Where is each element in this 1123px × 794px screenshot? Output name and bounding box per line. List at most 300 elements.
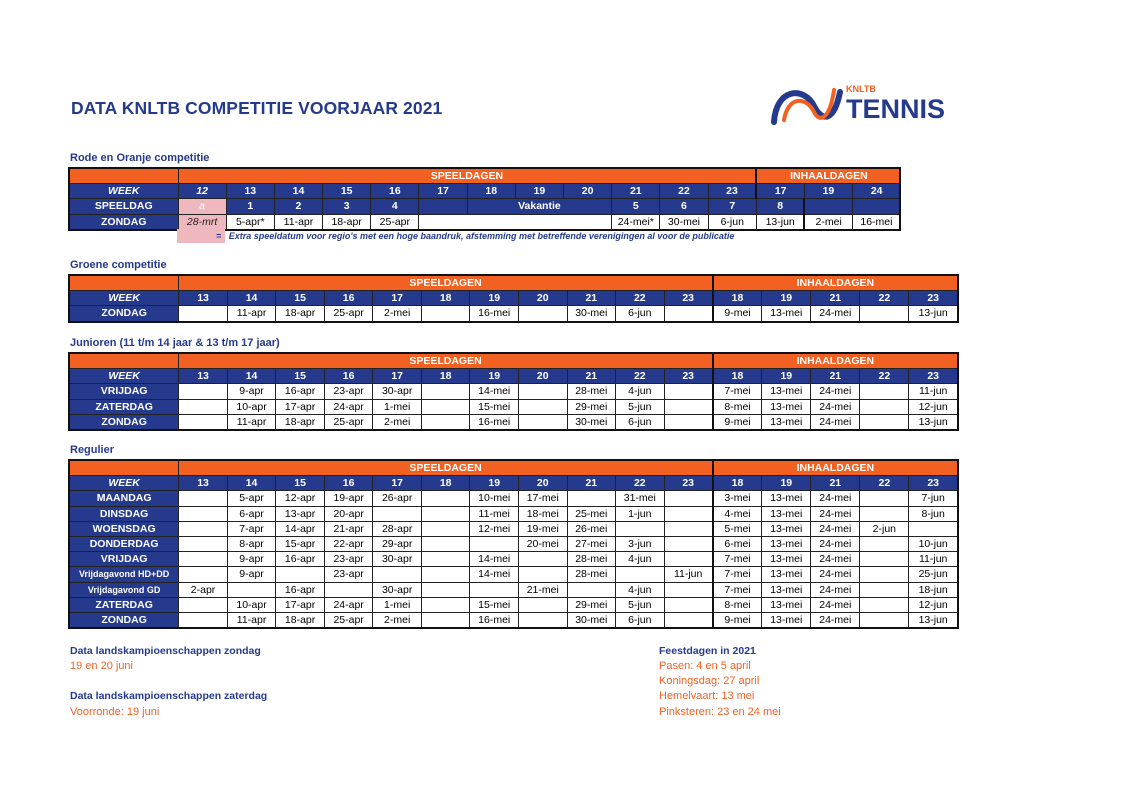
table-cell <box>419 199 467 214</box>
week-cell: 22 <box>616 369 665 384</box>
inhaaldagen-header: INHAALDAGEN <box>756 168 900 184</box>
table-cell: 13-mei <box>762 582 811 597</box>
table-cell: 2-mei <box>373 306 422 322</box>
week-cell: 23 <box>909 291 958 306</box>
table-cell <box>664 552 713 567</box>
table-cell <box>518 414 567 430</box>
table-cell: 6-jun <box>616 414 665 430</box>
table-cell <box>518 597 567 612</box>
landskampioenschappen-zaterdag-text: Voorronde: 19 juni <box>70 706 160 718</box>
week-cell: 18 <box>421 291 470 306</box>
table-cell: 23-apr <box>324 552 373 567</box>
table-cell <box>860 536 909 551</box>
table-cell <box>664 612 713 628</box>
table-cell <box>179 536 228 551</box>
table-cell: 13-jun <box>909 612 958 628</box>
table-row <box>69 214 900 230</box>
week-cell: 21 <box>567 476 616 491</box>
table-cell <box>664 384 713 399</box>
table-cell: 6-jun <box>616 612 665 628</box>
table-cell: 16-apr <box>276 552 325 567</box>
table-cell: 18-apr <box>276 612 325 628</box>
table-cell: 13-apr <box>276 506 325 521</box>
table-cell: 14-mei <box>470 552 519 567</box>
week-cell: 18 <box>713 291 762 306</box>
table-cell: 18-apr <box>276 414 325 430</box>
table-row <box>69 612 958 628</box>
week-cell: 22 <box>860 291 909 306</box>
table-row <box>69 399 958 414</box>
table-cell: 6-jun <box>616 306 665 322</box>
table-cell <box>567 582 616 597</box>
table-cell: 10-mei <box>470 491 519 506</box>
table-cell: 10-apr <box>227 399 276 414</box>
table-cell: 5-apr* <box>226 214 274 230</box>
table-cell: 4-mei <box>713 506 762 521</box>
table-cell: 25-apr <box>324 414 373 430</box>
table-cell: 9-mei <box>713 612 762 628</box>
table-cell: 7-mei <box>713 582 762 597</box>
table-cell <box>664 506 713 521</box>
table-cell: 6-mei <box>713 536 762 551</box>
logo-knltb: KNLTB <box>846 84 876 94</box>
table-cell <box>860 306 909 322</box>
table-cell <box>664 491 713 506</box>
week-cell: 23 <box>909 369 958 384</box>
week-cell: 22 <box>616 476 665 491</box>
table-cell: 3-mei <box>713 491 762 506</box>
table-cell: 30-apr <box>373 552 422 567</box>
table-cell: 12-jun <box>909 399 958 414</box>
table-cell: 24-mei* <box>612 214 660 230</box>
row-label: Vrijdagavond HD+DD <box>69 567 179 582</box>
table-cell: 6 <box>660 199 708 214</box>
table-cell: 14-apr <box>276 521 325 536</box>
section-title-groene: Groene competitie <box>70 259 167 271</box>
table-cell: 21-apr <box>324 521 373 536</box>
table-cell <box>518 552 567 567</box>
row-label: VRIJDAG <box>69 384 179 399</box>
table-cell <box>518 399 567 414</box>
table-cell: 13-jun <box>909 306 958 322</box>
week-cell: 19 <box>762 476 811 491</box>
table-cell: 25-apr <box>371 214 419 230</box>
week-cell: 20 <box>518 291 567 306</box>
week-cell: 21 <box>811 291 860 306</box>
week-cell: 13 <box>179 291 228 306</box>
week-cell: 19 <box>762 369 811 384</box>
table-cell: 10-apr <box>227 597 276 612</box>
table-cell <box>421 567 470 582</box>
week-cell: 21 <box>567 369 616 384</box>
week-cell: 20 <box>518 476 567 491</box>
table-cell: 13-mei <box>762 384 811 399</box>
table-cell: 18-apr <box>276 306 325 322</box>
table-cell <box>567 491 616 506</box>
week-cell: 19 <box>470 476 519 491</box>
table-cell <box>179 521 228 536</box>
feestdagen-title: Feestdagen in 2021 <box>659 645 756 657</box>
table-cell: 24-mei <box>811 582 860 597</box>
table-cell <box>664 521 713 536</box>
table-cell <box>179 567 228 582</box>
week-cell: 14 <box>274 184 322 199</box>
week-cell: 17 <box>373 369 422 384</box>
row-label: DINSDAG <box>69 506 179 521</box>
landskampioenschappen-zaterdag-title: Data landskampioenschappen zaterdag <box>70 690 268 702</box>
rode-oranje-table <box>68 167 901 231</box>
section-title-junioren: Junioren (11 t/m 14 jaar & 13 t/m 17 jaar) <box>70 337 280 349</box>
table-cell: 16-mei <box>470 414 519 430</box>
table-cell <box>179 552 228 567</box>
table-cell: 13-mei <box>762 306 811 322</box>
speeldagen-header-empty <box>69 353 179 369</box>
inhaaldagen-header: INHAALDAGEN <box>713 460 958 476</box>
table-cell <box>179 399 228 414</box>
table-row <box>69 384 958 399</box>
table-cell: 8-mei <box>713 399 762 414</box>
table-cell: 6-apr <box>227 506 276 521</box>
table-cell <box>804 199 852 214</box>
week-cell: 13 <box>226 184 274 199</box>
table-cell: 2-jun <box>860 521 909 536</box>
row-label: ZATERDAG <box>69 597 179 612</box>
table-cell: 13-jun <box>756 214 804 230</box>
landskampioenschappen-zondag-title: Data landskampioenschappen zondag <box>70 645 261 657</box>
table-cell: 9-apr <box>227 552 276 567</box>
table-cell <box>421 491 470 506</box>
table-cell: 26-apr <box>373 491 422 506</box>
table-cell <box>664 536 713 551</box>
table-cell <box>227 582 276 597</box>
table-cell <box>179 597 228 612</box>
week-cell: 23 <box>664 476 713 491</box>
week-cell: 21 <box>811 369 860 384</box>
row-label: MAANDAG <box>69 491 179 506</box>
week-row <box>69 291 958 306</box>
table-cell: 3 <box>323 199 371 214</box>
logo-tennis: TENNIS <box>846 94 946 124</box>
page-title: DATA KNLTB COMPETITIE VOORJAAR 2021 <box>71 98 443 118</box>
week-cell: 15 <box>276 476 325 491</box>
table-cell <box>421 536 470 551</box>
table-cell: 11-apr <box>227 612 276 628</box>
table-cell: 10-jun <box>909 536 958 551</box>
table-cell: 13-mei <box>762 536 811 551</box>
table-cell: 13-mei <box>762 567 811 582</box>
table-cell: 5 <box>612 199 660 214</box>
week-cell: 22 <box>860 369 909 384</box>
week-cell: 20 <box>564 184 612 199</box>
table-cell <box>909 521 958 536</box>
table-cell: 31-mei <box>616 491 665 506</box>
table-row <box>69 521 958 536</box>
table-cell: 2-apr <box>179 582 228 597</box>
table-cell: 13-mei <box>762 521 811 536</box>
table-cell: 5-jun <box>616 597 665 612</box>
table-cell: 7-mei <box>713 384 762 399</box>
table-row <box>69 199 900 214</box>
table-cell <box>518 567 567 582</box>
table-cell: 16-apr <box>276 384 325 399</box>
table-cell <box>324 582 373 597</box>
week-label: WEEK <box>69 184 178 199</box>
speeldagen-header: SPEELDAGEN <box>179 460 713 476</box>
table-cell <box>616 567 665 582</box>
week-cell: 16 <box>371 184 419 199</box>
table-cell: 30-apr <box>373 582 422 597</box>
speeldagen-header: SPEELDAGEN <box>178 168 756 184</box>
table-cell: 2-mei <box>373 612 422 628</box>
table-row <box>69 536 958 551</box>
table-cell: 24-apr <box>324 597 373 612</box>
table-row <box>69 597 958 612</box>
week-cell: 18 <box>713 369 762 384</box>
table-cell: 24-mei <box>811 612 860 628</box>
table-cell: 25-jun <box>909 567 958 582</box>
table-cell: 28-mei <box>567 384 616 399</box>
table-cell: 28-mei <box>567 567 616 582</box>
table-cell: 4-jun <box>616 552 665 567</box>
vakantie-cell: Vakantie <box>467 199 612 214</box>
table-cell <box>470 536 519 551</box>
table-cell: 29-mei <box>567 399 616 414</box>
week-row <box>69 369 958 384</box>
speeldagen-header-empty <box>69 460 179 476</box>
table-cell <box>421 399 470 414</box>
table-row <box>69 306 958 322</box>
table-cell <box>179 491 228 506</box>
table-row <box>69 491 958 506</box>
week-cell: 24 <box>852 184 900 199</box>
table-cell: 20-mei <box>518 536 567 551</box>
table-cell: 11-jun <box>909 384 958 399</box>
table-cell: 17-apr <box>276 399 325 414</box>
week-cell: 19 <box>515 184 563 199</box>
week-row <box>69 476 958 491</box>
table-cell: 9-apr <box>227 567 276 582</box>
groene-table <box>68 274 959 323</box>
week-cell: 19 <box>470 369 519 384</box>
table-cell: 12-jun <box>909 597 958 612</box>
table-row <box>69 506 958 521</box>
week-cell: 12 <box>178 184 226 199</box>
table-cell <box>664 399 713 414</box>
table-cell: 30-mei <box>567 414 616 430</box>
week-cell: 15 <box>276 291 325 306</box>
week-cell: 14 <box>227 291 276 306</box>
table-cell: 29-apr <box>373 536 422 551</box>
table-cell <box>373 567 422 582</box>
table-cell: 23-apr <box>324 567 373 582</box>
week-cell: 13 <box>179 369 228 384</box>
table-cell: 25-apr <box>324 612 373 628</box>
table-cell: 11-apr <box>227 414 276 430</box>
week-cell: 13 <box>179 476 228 491</box>
table-cell <box>421 306 470 322</box>
table-cell <box>419 214 612 230</box>
week-label: WEEK <box>69 291 179 306</box>
inhaaldagen-header: INHAALDAGEN <box>713 353 958 369</box>
week-cell: 16 <box>324 476 373 491</box>
week-cell: 18 <box>467 184 515 199</box>
table-cell <box>179 384 228 399</box>
table-cell: 13-jun <box>909 414 958 430</box>
table-cell: 20-apr <box>324 506 373 521</box>
table-cell <box>860 506 909 521</box>
table-cell: 2 <box>274 199 322 214</box>
table-cell: 19-apr <box>324 491 373 506</box>
week-cell: 21 <box>811 476 860 491</box>
table-cell: 18-mei <box>518 506 567 521</box>
table-cell: 26-mei <box>567 521 616 536</box>
table-cell <box>860 414 909 430</box>
table-cell <box>179 612 228 628</box>
table-cell: 4-jun <box>616 384 665 399</box>
week-cell: 17 <box>373 291 422 306</box>
table-cell: 7-mei <box>713 567 762 582</box>
table-cell: 4 <box>371 199 419 214</box>
table-cell <box>860 567 909 582</box>
legend-symbol: = <box>216 231 222 241</box>
table-cell: 7 <box>708 199 756 214</box>
table-cell <box>860 612 909 628</box>
row-label: WOENSDAG <box>69 521 179 536</box>
row-label: Vrijdagavond GD <box>69 582 179 597</box>
week-label: WEEK <box>69 476 179 491</box>
table-cell <box>616 521 665 536</box>
table-cell: 2-mei <box>373 414 422 430</box>
week-cell: 23 <box>909 476 958 491</box>
week-cell: 15 <box>276 369 325 384</box>
table-cell: 8-apr <box>227 536 276 551</box>
table-cell: 24-apr <box>324 399 373 414</box>
table-cell: 16-apr <box>276 582 325 597</box>
table-cell <box>860 399 909 414</box>
regulier-table <box>68 459 959 629</box>
table-cell: 24-mei <box>811 567 860 582</box>
table-cell: 4-jun <box>616 582 665 597</box>
feestdag-item: Hemelvaart: 13 mei <box>659 690 755 702</box>
table-cell: 18-jun <box>909 582 958 597</box>
week-cell: 16 <box>324 291 373 306</box>
table-cell: 11-apr <box>274 214 322 230</box>
table-cell: 5-jun <box>616 399 665 414</box>
table-cell: 22-apr <box>324 536 373 551</box>
row-label: VRIJDAG <box>69 552 179 567</box>
table-cell: 9-mei <box>713 306 762 322</box>
row-label: ZONDAG <box>69 612 179 628</box>
table-cell: 12-apr <box>276 491 325 506</box>
week-cell: 19 <box>762 291 811 306</box>
table-cell <box>421 552 470 567</box>
table-cell: 5-mei <box>713 521 762 536</box>
table-cell <box>421 414 470 430</box>
table-cell: 19-mei <box>518 521 567 536</box>
table-cell <box>860 491 909 506</box>
table-cell: a <box>178 199 226 214</box>
table-cell <box>860 597 909 612</box>
table-cell <box>860 384 909 399</box>
table-cell: 7-mei <box>713 552 762 567</box>
legend-text <box>216 231 734 241</box>
table-cell: 15-mei <box>470 597 519 612</box>
table-cell: 28-mei <box>567 552 616 567</box>
week-cell: 15 <box>323 184 371 199</box>
speeldagen-header-empty <box>69 168 178 184</box>
table-cell: 1 <box>226 199 274 214</box>
speeldagen-header: SPEELDAGEN <box>179 353 713 369</box>
table-row <box>69 552 958 567</box>
row-label: DONDERDAG <box>69 536 179 551</box>
week-cell: 14 <box>227 476 276 491</box>
week-label: WEEK <box>69 369 179 384</box>
table-cell: 24-mei <box>811 552 860 567</box>
week-cell: 17 <box>756 184 804 199</box>
table-cell: 24-mei <box>811 597 860 612</box>
table-cell: 25-apr <box>324 306 373 322</box>
table-cell: 15-apr <box>276 536 325 551</box>
row-label: ZONDAG <box>69 306 179 322</box>
table-cell: 17-mei <box>518 491 567 506</box>
table-cell: 24-mei <box>811 506 860 521</box>
table-cell: 3-jun <box>616 536 665 551</box>
table-cell <box>852 199 900 214</box>
table-cell: 8-mei <box>713 597 762 612</box>
table-cell: 1-mei <box>373 399 422 414</box>
table-cell: 24-mei <box>811 399 860 414</box>
table-cell <box>276 567 325 582</box>
table-cell: 13-mei <box>762 491 811 506</box>
table-cell: 30-apr <box>373 384 422 399</box>
table-cell: 16-mei <box>470 612 519 628</box>
speeldagen-header: SPEELDAGEN <box>179 275 713 291</box>
table-cell: 5-apr <box>227 491 276 506</box>
table-cell: 27-mei <box>567 536 616 551</box>
table-cell: 7-jun <box>909 491 958 506</box>
legend-description: Extra speeldatum voor regio's met een hoge baandruk, afstemming met betreffende verenigingen al voor de publicatie <box>228 231 735 241</box>
junioren-table <box>68 352 959 431</box>
table-cell: 11-apr <box>227 306 276 322</box>
table-cell: 24-mei <box>811 306 860 322</box>
table-cell: 11-jun <box>909 552 958 567</box>
table-cell: 25-mei <box>567 506 616 521</box>
table-cell: 24-mei <box>811 521 860 536</box>
table-cell <box>518 306 567 322</box>
row-label: ZATERDAG <box>69 399 179 414</box>
table-cell: 28-mrt <box>178 214 226 230</box>
table-cell: 7-apr <box>227 521 276 536</box>
table-cell: 14-mei <box>470 567 519 582</box>
table-cell <box>860 582 909 597</box>
table-cell: 24-mei <box>811 384 860 399</box>
table-cell: 30-mei <box>567 306 616 322</box>
table-cell: 13-mei <box>762 506 811 521</box>
table-cell <box>421 597 470 612</box>
feestdag-item: Koningsdag: 27 april <box>659 675 760 687</box>
week-row <box>69 184 900 199</box>
table-cell: 1-jun <box>616 506 665 521</box>
table-cell <box>373 506 422 521</box>
table-cell: 6-jun <box>708 214 756 230</box>
table-cell: 28-apr <box>373 521 422 536</box>
row-label: ZONDAG <box>69 414 179 430</box>
speeldagen-header-empty <box>69 275 179 291</box>
week-cell: 22 <box>860 476 909 491</box>
feestdag-item: Pinksteren: 23 en 24 mei <box>659 706 781 718</box>
table-cell <box>179 506 228 521</box>
table-cell: 13-mei <box>762 612 811 628</box>
